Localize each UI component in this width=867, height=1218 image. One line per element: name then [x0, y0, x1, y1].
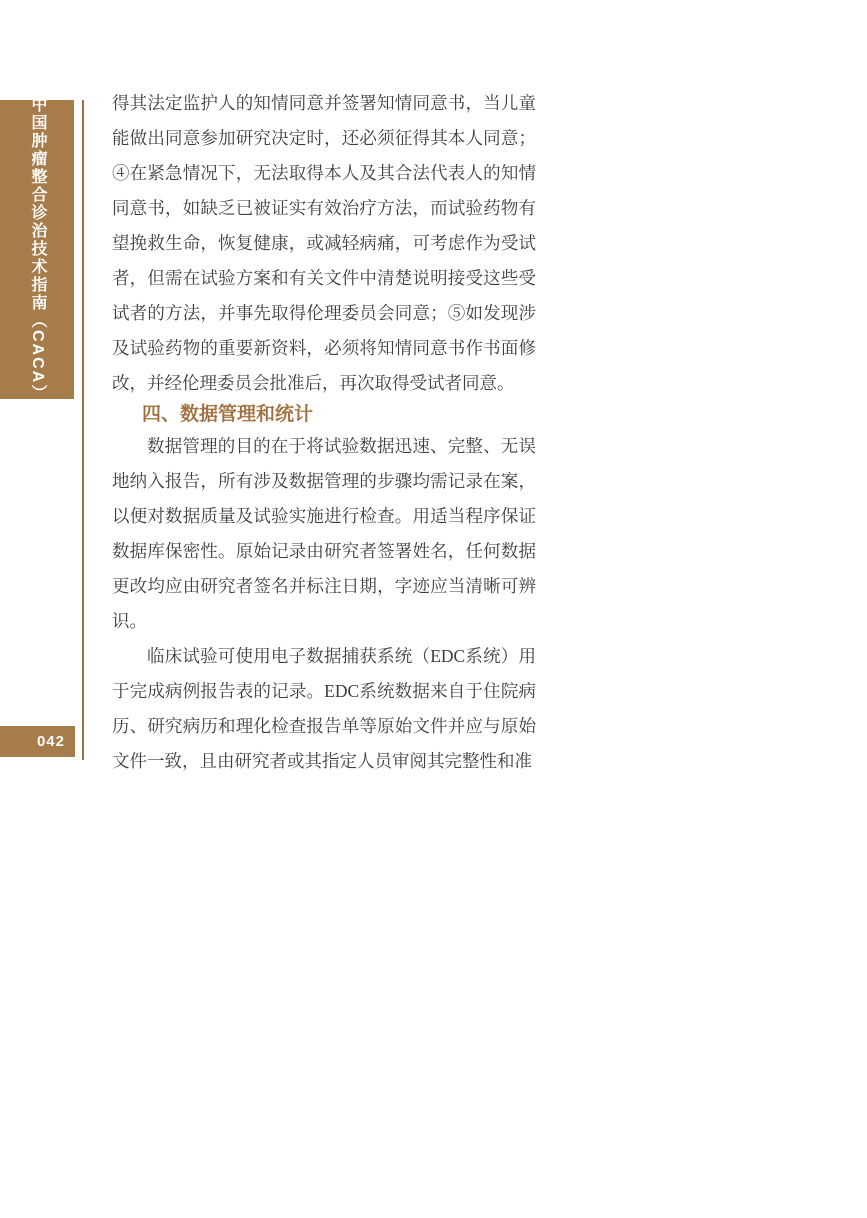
- page-content: [112, 86, 536, 779]
- page-number: 042: [36, 733, 65, 750]
- section-heading-data-management: 四、数据管理和统计: [142, 404, 314, 425]
- paragraph-informed-consent: 得其法定监护人的知情同意并签署知情同意书，当儿童能做出同意参加研究决定时，还必须征得其本人同意；④在紧急情况下，无法取得本人及其合法代表人的知情同意书，如缺乏已被证实有效治疗方法，而试验药物有望挽救生命，恢复健康，或减轻病痛，可考虑作为受试者，但需在试验方案和有关文件中清楚说明接受这些受试者的方法，并事先取得伦理委员会同意；⑤如发现涉及试验药物的重要新资料，必须将知情同意书作书面修改，并经伦理委员会批准后，再次取得受试者同意。: [112, 93, 536, 393]
- spine-divider-line: [82, 100, 84, 760]
- spine-banner: [0, 96, 74, 403]
- page-number-badge: [0, 726, 75, 757]
- paragraph-edc-system: 临床试验可使用电子数据捕获系统（EDC系统）用于完成病例报告表的记录。EDC系统数据来自于住院病历、研究病历和理化检查报告单等原始文件并应与原始文件一致，且由研究者或其指定人员审阅其完整性和准: [112, 646, 536, 771]
- paragraph-data-management: 数据管理的目的在于将试验数据迅速、完整、无误地纳入报告，所有涉及数据管理的步骤均需记录在案，以便对数据质量及试验实施进行检查。用适当程序保证数据库保密性。原始记录由研究者签署姓名，任何数据更改均应由研究者签名并标注日期，字迹应当清晰可辨识。: [112, 436, 536, 631]
- book-title-vertical: 中国肿瘤整合诊治技术指南（CACA）: [29, 96, 46, 403]
